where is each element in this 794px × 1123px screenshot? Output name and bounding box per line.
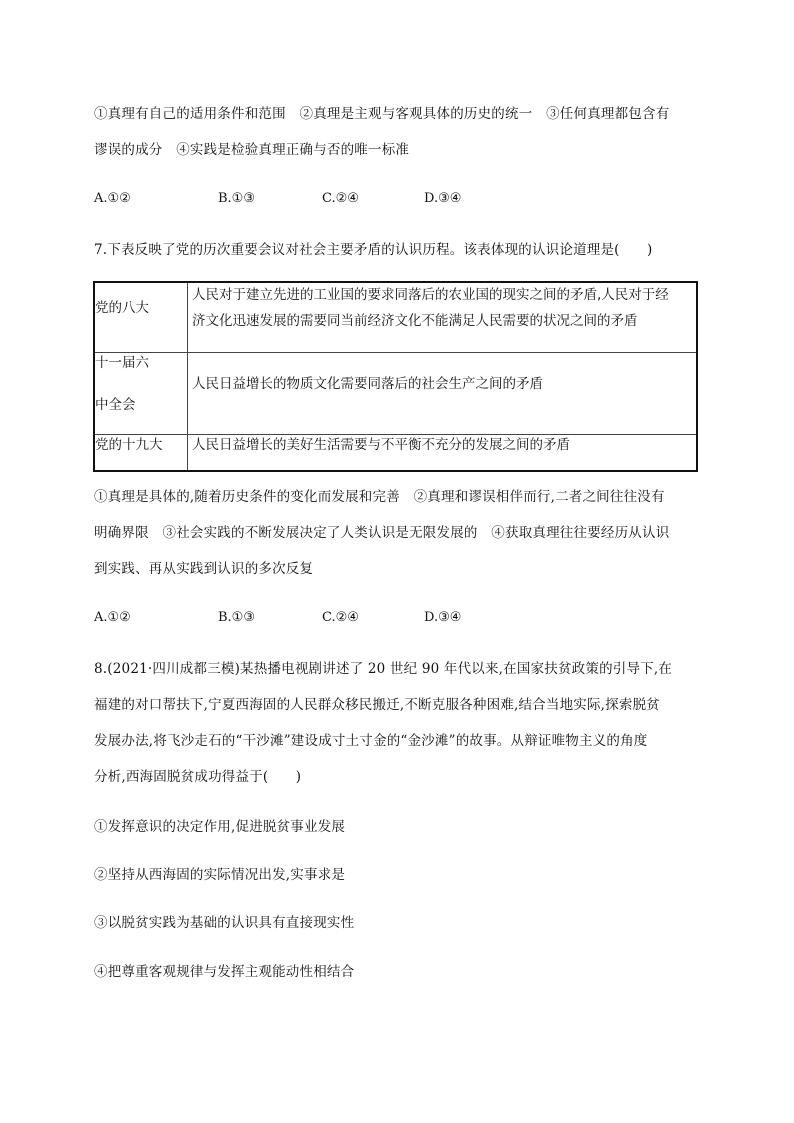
q7-choice-c[interactable]: C.②④ bbox=[322, 610, 359, 625]
q8-option-4: ④把尊重客观规律与发挥主观能动性相结合 bbox=[94, 964, 355, 980]
q8-stem-line-1: 8.(2021·四川成都三模)某热播电视剧讲述了 20 世纪 90 年代以来,在国家扶贫政策的引导下,在 bbox=[94, 661, 673, 677]
q6-options-line-2: 谬误的成分 ④实践是检验真理正确与否的唯一标准 bbox=[94, 142, 410, 158]
q8-option-2: ②坚持从西海固的实际情况出发,实事求是 bbox=[94, 867, 346, 883]
table-meeting-cell-line-2: 中全会 bbox=[95, 397, 136, 413]
table-row bbox=[95, 435, 696, 470]
table-meeting-cell-line-1: 十一届六 bbox=[95, 355, 149, 371]
table-content-cell-line-1: 人民对于建立先进的工业国的要求同落后的农业国的现实之间的矛盾,人民对于经 bbox=[192, 287, 669, 303]
q7-options-line-1: ①真理是具体的,随着历史条件的变化而发展和完善 ②真理和谬误相伴而行,二者之间往往没有 bbox=[94, 489, 665, 505]
q7-options-line-3: 到实践、再从实践到认识的多次反复 bbox=[94, 561, 314, 577]
q7-choice-b[interactable]: B.①③ bbox=[218, 610, 255, 625]
table-row bbox=[95, 283, 696, 353]
q7-table bbox=[93, 281, 698, 472]
q7-stem: 7.下表反映了党的历次重要会议对社会主要矛盾的认识历程。该表体现的认识论道理是( ) bbox=[94, 242, 653, 258]
q8-option-1: ①发挥意识的决定作用,促进脱贫事业发展 bbox=[94, 819, 346, 835]
q6-choice-b[interactable]: B.①③ bbox=[218, 191, 255, 206]
table-meeting-cell: 党的十九大 bbox=[95, 437, 163, 453]
q7-choice-a[interactable]: A.①② bbox=[94, 610, 131, 625]
q7-choice-d[interactable]: D.③④ bbox=[424, 610, 462, 625]
table-content-cell: 人民日益增长的物质文化需要同落后的社会生产之间的矛盾 bbox=[192, 376, 543, 392]
q8-stem-line-4: 分析,西海固脱贫成功得益于( ) bbox=[94, 769, 302, 785]
q8-stem-line-3: 发展办法,将飞沙走石的“干沙滩”建设成寸土寸金的“金沙滩”的故事。从辩证唯物主义的角度 bbox=[94, 733, 648, 749]
q6-choice-d[interactable]: D.③④ bbox=[424, 191, 462, 206]
table-content-cell: 人民日益增长的美好生活需要与不平衡不充分的发展之间的矛盾 bbox=[192, 437, 570, 453]
q6-choice-c[interactable]: C.②④ bbox=[322, 191, 359, 206]
q6-options-line-1: ①真理有自己的适用条件和范围 ②真理是主观与客观具体的历史的统一 ③任何真理都包含有 bbox=[94, 106, 670, 122]
q6-choice-a[interactable]: A.①② bbox=[94, 191, 131, 206]
table-row bbox=[95, 353, 696, 435]
q8-stem-line-2: 福建的对口帮扶下,宁夏西海固的人民群众移民搬迁,不断克服各种困难,结合当地实际,探索脱贫 bbox=[94, 697, 660, 713]
q8-option-3: ③以脱贫实践为基础的认识具有直接现实性 bbox=[94, 915, 355, 931]
q7-options-line-2: 明确界限 ③社会实践的不断发展决定了人类认识是无限发展的 ④获取真理往往要经历从认识 bbox=[94, 525, 670, 541]
table-content-cell-line-2: 济文化迅速发展的需要同当前经济文化不能满足人民需要的状况之间的矛盾 bbox=[192, 313, 638, 329]
table-meeting-cell: 党的八大 bbox=[95, 300, 149, 316]
